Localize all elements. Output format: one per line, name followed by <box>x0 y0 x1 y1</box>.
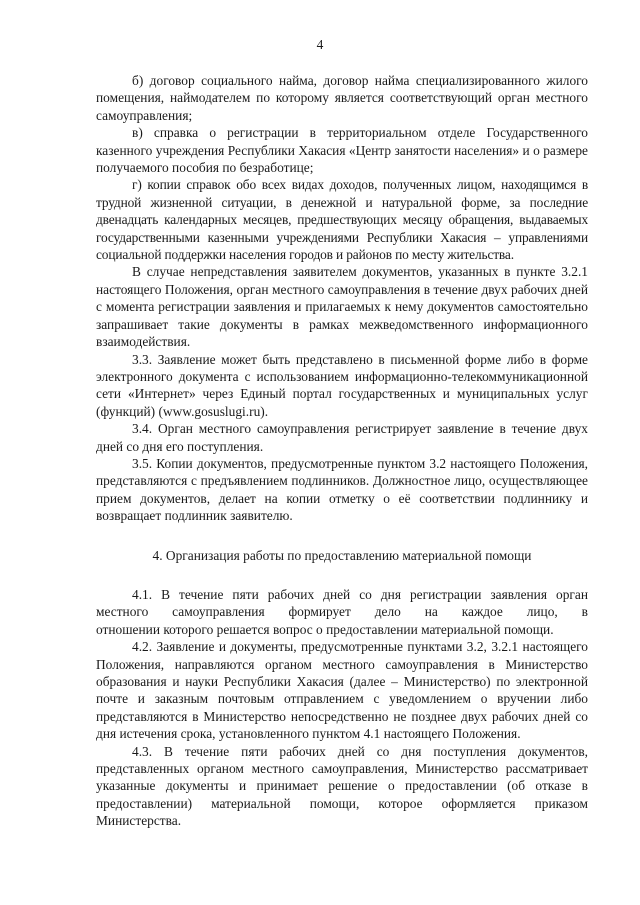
paragraph-4-1-line-3: отношении которого решается вопрос о предоставлении материальной помощи. <box>96 621 554 637</box>
paragraph-g: г) копии справок обо всех видах доходов, полученных лицом, находящимся в трудной жизненной ситуации, в денежной и натуральной форме, за последние двенадцать календарных месяцев, предшествующих месяцу обращения, выдаваемых государственными казенными учреждениями Республики Хакасия – управлениями социальной поддержки населения городов и районов по месту жительства. <box>96 177 588 263</box>
paragraph-3-4: 3.4. Орган местного самоуправления регистрирует заявление в течение двух дней со дня его поступления. <box>96 421 588 454</box>
document-body <box>96 72 588 830</box>
paragraph-4-1 <box>96 586 588 638</box>
paragraph-4-3: 4.3. В течение пяти рабочих дней со дня поступления документов, представленных органом местного самоуправления, Министерство рассматривает указанные документы и принимает решение о предоставлении (об отказе в предоставлении) материальной помощи, которое оформляется приказом Министерства. <box>96 743 588 829</box>
paragraph-3-5: 3.5. Копии документов, предусмотренные пунктом 3.2 настоящего Положения, представляются с предъявлением подлинников. Должностное лицо, осуществляющее прием документов, делает на копии отметку о её соответствии подлиннику и возвращает подлинник заявителю. <box>96 455 588 524</box>
page-number: 4 <box>316 37 324 52</box>
paragraph-4-1-line-1: 4.1. В течение пяти рабочих дней со дня регистрации заявления орган <box>132 586 588 602</box>
paragraph-4-2: 4.2. Заявление и документы, предусмотренные пунктами 3.2, 3.2.1 настоящего Положения, направляются органом местного самоуправления в Министерство образования и науки Республики Хакасия (далее – Министерство) по электронной почте и заказным почтовым отправлением с уведомлением о вручении либо представляются в Министерство непосредственно не позднее двух рабочих дней со дня истечения срока, установленного пунктом 4.1 настоящего Положения. <box>96 639 588 742</box>
paragraph-nonsubmission: В случае непредставления заявителем документов, указанных в пункте 3.2.1 настоящего Положения, орган местного самоуправления в течение двух рабочих дней с момента регистрации заявления и прилагаемых к нему документов самостоятельно запрашивает такие документы в рамках межведомственного информационного взаимодействия. <box>96 264 588 350</box>
paragraph-4-1-line-2-end: в <box>581 604 588 620</box>
paragraph-v: в) справка о регистрации в территориальном отделе Государственного казенного учреждения Республики Хакасия «Центр занятости населения» и о размере получаемого пособия по безработице; <box>96 125 588 176</box>
paragraph-4-1-line-2-text: местного самоуправления формирует дело на каждое лицо, <box>96 604 558 620</box>
paragraph-3-3: 3.3. Заявление может быть представлено в письменной форме либо в форме электронного документа с использованием информационно-телекоммуникационной сети «Интернет» через Единый портал государственных и муниципальных услуг (функций) (www.gosuslugi.ru). <box>96 351 588 419</box>
section-4-heading: 4. Организация работы по предоставлению материальной помощи <box>152 547 532 563</box>
paragraph-4-1-line-2 <box>96 603 588 620</box>
paragraph-b: б) договор социального найма, договор найма специализированного жилого помещения, наймодателем по которому является соответствующий орган местного самоуправления; <box>96 73 588 123</box>
